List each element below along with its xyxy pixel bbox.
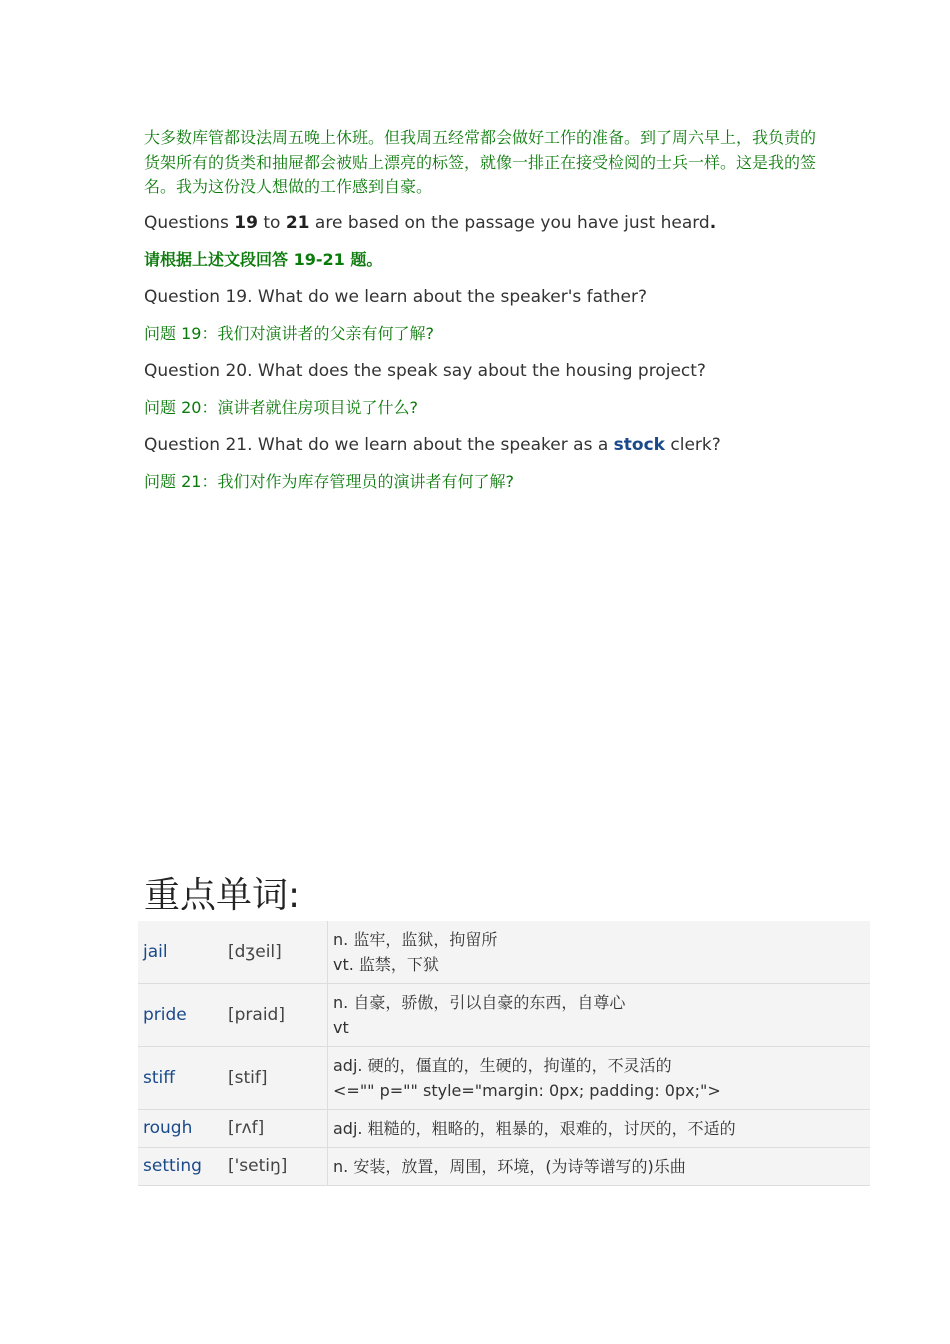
questions-intro-cn: 请根据上述文段回答 19-21 题。 (144, 249, 383, 269)
questions-intro-to-word: to (257, 212, 286, 233)
vocab-table (138, 921, 870, 1186)
keyword-stock-link[interactable]: stock (613, 434, 665, 455)
question-19-en: Question 19. What do we learn about the speaker's father? (144, 286, 647, 307)
question-20-en: Question 20. What does the speak say about the housing project? (144, 360, 706, 381)
vocab-definition (328, 921, 870, 983)
definition-line: n. 自豪，骄傲，引以自豪的东西，自尊心 (333, 992, 626, 1012)
question-21-cn: 问题 21：我们对作为库存管理员的演讲者有何了解? (144, 471, 514, 491)
vocab-phonetic: [rʌf] (228, 1109, 327, 1147)
questions-intro-period: . (709, 212, 717, 233)
vocab-definition (328, 1109, 870, 1147)
vocab-row (138, 983, 870, 1046)
vocab-phonetic: ['setiŋ] (228, 1147, 327, 1185)
definition-line: adj. 粗糙的，粗略的，粗暴的，艰难的，讨厌的，不适的 (333, 1118, 736, 1138)
question-19-cn: 问题 19：我们对演讲者的父亲有何了解? (144, 323, 434, 343)
vocab-definition (328, 1046, 870, 1109)
definition-line: <="" p="" style="margin: 0px; padding: 0px;"> (333, 1080, 721, 1100)
definition-line: vt (333, 1017, 349, 1037)
chinese-paragraph: 大多数库管都设法周五晚上休班。但我周五经常都会做好工作的准备。到了周六早上，我负责的货架所有的货类和抽屉都会被贴上漂亮的标签，就像一排正在接受检阅的士兵一样。这是我的签名。我为这份没人想做的工作感到自豪。 (144, 128, 817, 196)
question-20-cn: 问题 20：演讲者就住房项目说了什么? (144, 397, 418, 417)
vocab-word[interactable]: setting (138, 1147, 228, 1185)
definition-line: n. 安装，放置，周围，环境，(为诗等谱写的)乐曲 (333, 1156, 686, 1176)
questions-intro (144, 212, 824, 234)
vocab-definition (328, 983, 870, 1046)
definition-line: adj. 硬的，僵直的，生硬的，拘谨的，不灵活的 (333, 1055, 672, 1075)
vocab-definition (328, 1147, 870, 1185)
vocab-word[interactable]: jail (138, 921, 228, 983)
question-21-en-suffix: clerk? (664, 434, 721, 455)
vocab-phonetic: [stif] (228, 1046, 327, 1109)
vocab-word[interactable]: pride (138, 983, 228, 1046)
definition-line: vt. 监禁，下狱 (333, 954, 439, 974)
vocab-phonetic: [praid] (228, 983, 327, 1046)
definition-line: n. 监牢，监狱，拘留所 (333, 929, 498, 949)
vocab-row (138, 1147, 870, 1185)
vocab-row (138, 921, 870, 983)
vocab-phonetic: [dʒeil] (228, 921, 327, 983)
questions-intro-suffix: are based on the passage you have just heard (309, 212, 710, 233)
vocab-title: 重点单词: (144, 875, 301, 916)
vocab-row (138, 1046, 870, 1109)
passage-section (144, 126, 824, 508)
vocab-word[interactable]: rough (138, 1109, 228, 1147)
question-21-en (144, 434, 824, 456)
vocab-word[interactable]: stiff (138, 1046, 228, 1109)
questions-intro-from: 19 (234, 212, 258, 233)
vocab-row (138, 1109, 870, 1147)
questions-intro-to: 21 (285, 212, 310, 233)
questions-intro-prefix: Questions (144, 212, 235, 233)
question-21-en-prefix: Question 21. What do we learn about the speaker as a (144, 434, 614, 455)
